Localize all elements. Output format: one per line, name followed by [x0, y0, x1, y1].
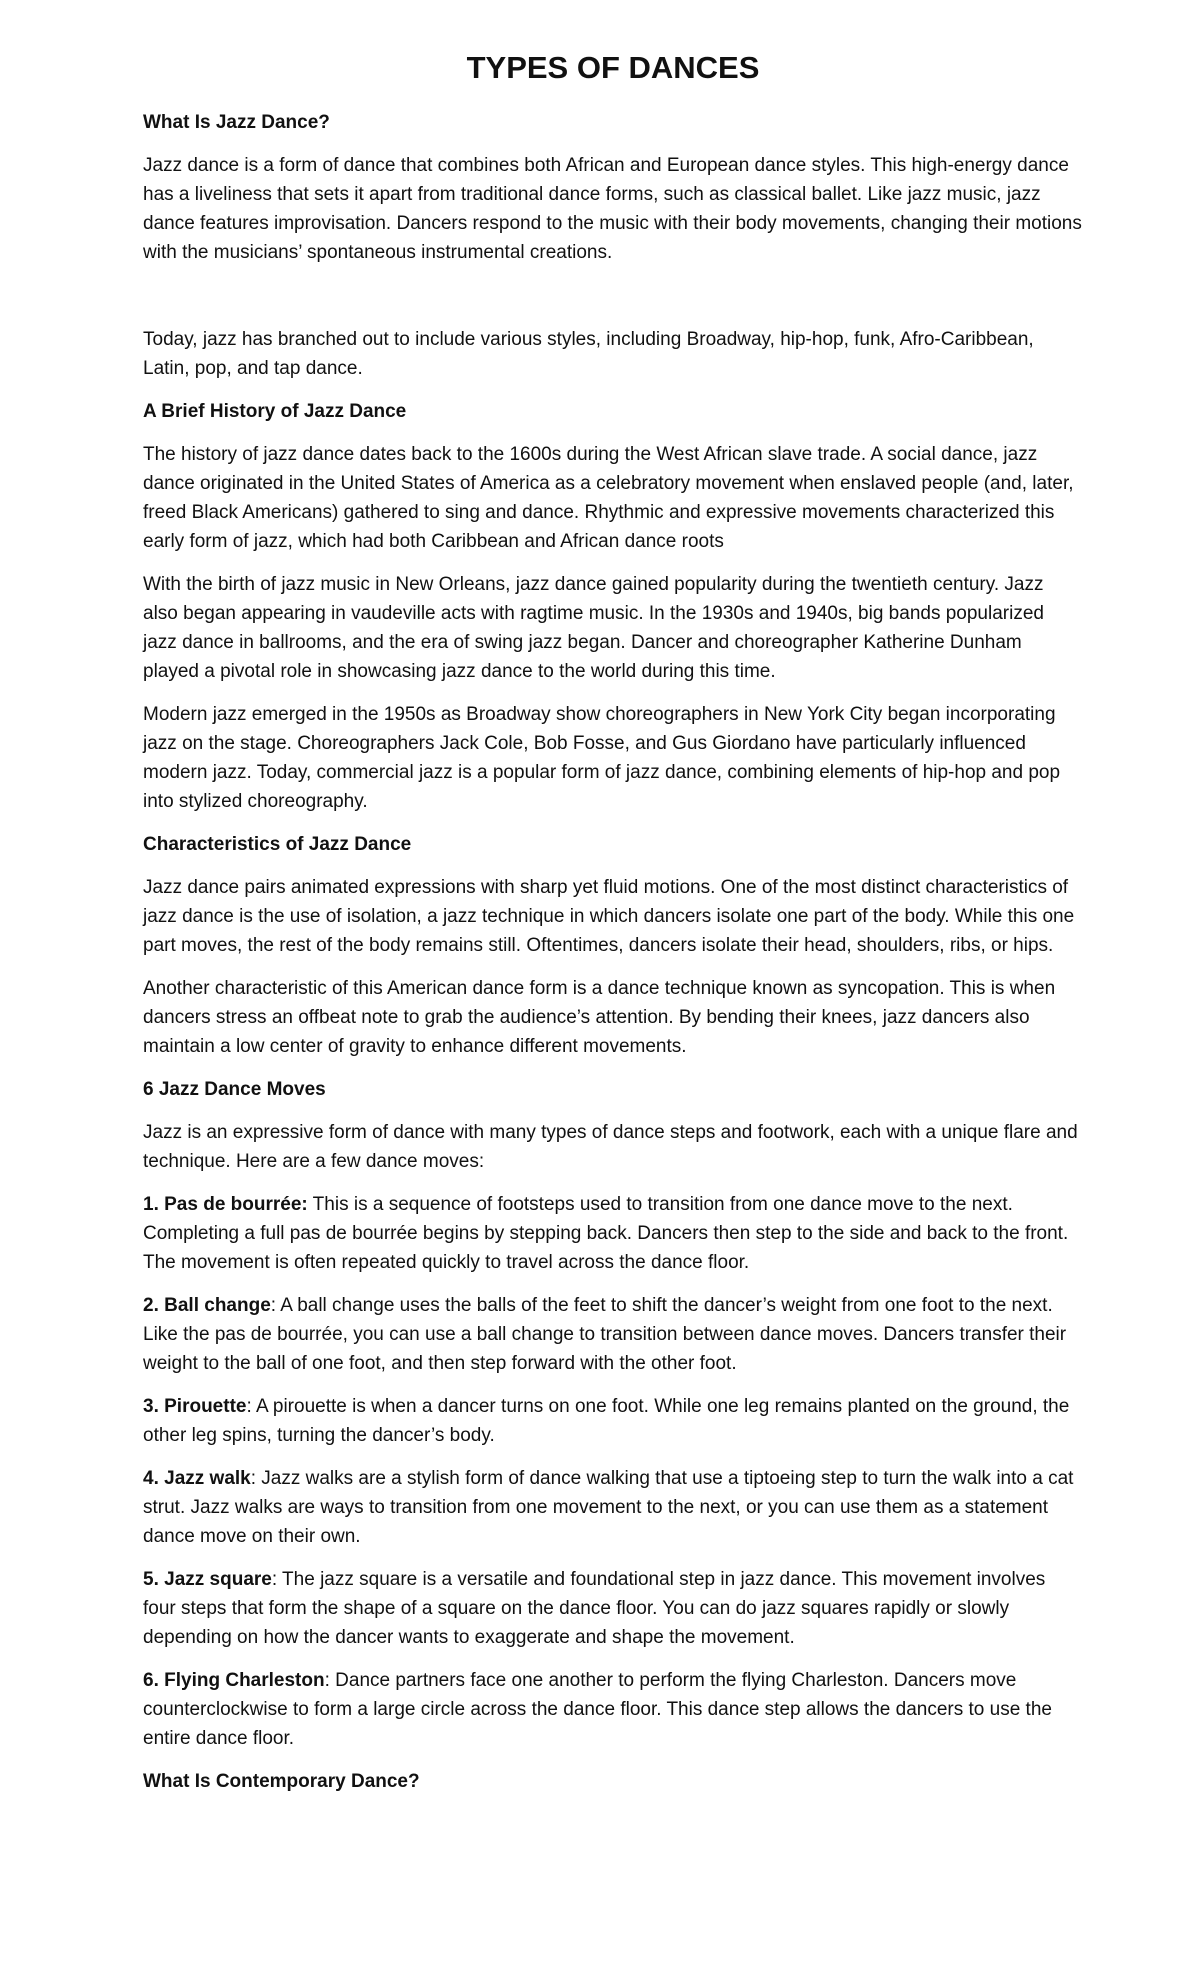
section-heading-moves: 6 Jazz Dance Moves [143, 1079, 326, 1100]
section-heading-jazz-intro: What Is Jazz Dance? [143, 112, 330, 133]
paragraph: Jazz is an expressive form of dance with many types of dance steps and footwork, each with a unique flare and technique. Here are a few dance moves: [143, 1122, 1078, 1172]
paragraph: Jazz dance pairs animated expressions with sharp yet fluid motions. One of the most distinct characteristics of jazz dance is the use of isolation, a jazz technique in which dancers isolate one part of the body. While this one part moves, the rest of the body remains still. Oftentimes, dancers isolate their head, shoulders, ribs, or hips. [143, 877, 1075, 956]
move-description: : Dance partners face one another to perform the flying Charleston. Dancers move counterclockwise to form a large circle across the dance floor. This dance step allows the dancers to use the entire dance floor. [143, 1670, 1052, 1749]
document-title: TYPES OF DANCES [466, 50, 760, 85]
move-term: 3. Pirouette [143, 1396, 247, 1417]
move-term: 2. Ball change [143, 1295, 271, 1316]
move-description: This is a sequence of footsteps used to transition from one dance move to the next. Completing a full pas de bourrée begins by stepping back. Dancers then step to the side and back to the front. The movement is often repeated quickly to travel across the dance floor. [143, 1194, 1069, 1273]
paragraph: Another characteristic of this American dance form is a dance technique known as syncopation. This is when dancers stress an offbeat note to grab the audience’s attention. By bending their knees, jazz dancers also maintain a low center of gravity to enhance different movements. [143, 978, 1056, 1057]
move-item-jazz-walk [143, 1464, 1083, 1551]
section-heading-history: A Brief History of Jazz Dance [143, 401, 407, 422]
paragraph: Modern jazz emerged in the 1950s as Broadway show choreographers in New York City began incorporating jazz on the stage. Choreographers Jack Cole, Bob Fosse, and Gus Giordano have particularly influenced modern jazz. Today, commercial jazz is a popular form of jazz dance, combining elements of hip-hop and pop into stylized choreography. [143, 704, 1061, 812]
move-term: 5. Jazz square [143, 1569, 272, 1590]
move-description: : A pirouette is when a dancer turns on one foot. While one leg remains planted on the ground, the other leg spins, turning the dancer’s body. [143, 1396, 1070, 1446]
move-description: : Jazz walks are a stylish form of dance walking that use a tiptoeing step to turn the walk into a cat strut. Jazz walks are ways to transition from one movement to the next, or you can use them as a statement dance move on their own. [143, 1468, 1074, 1547]
move-item-ball-change [143, 1291, 1083, 1378]
move-item-pas-de-bourree [143, 1190, 1083, 1277]
move-item-pirouette [143, 1392, 1083, 1450]
paragraph: Jazz dance is a form of dance that combines both African and European dance styles. This high-energy dance has a liveliness that sets it apart from traditional dance forms, such as classical ballet. Like jazz music, jazz dance features improvisation. Dancers respond to the music with their body movements, changing their motions with the musicians’ spontaneous instrumental creations. [143, 155, 1082, 263]
move-term: 6. Flying Charleston [143, 1670, 325, 1691]
move-term: 1. Pas de bourrée: [143, 1194, 308, 1215]
document-page [143, 40, 1083, 1810]
paragraph: The history of jazz dance dates back to the 1600s during the West African slave trade. A social dance, jazz dance originated in the United States of America as a celebratory movement when enslaved people (and, later, freed Black Americans) gathered to sing and dance. Rhythmic and expressive movements characterized this early form of jazz, which had both Caribbean and African dance roots [143, 444, 1074, 552]
move-item-jazz-square [143, 1565, 1083, 1652]
paragraph: Today, jazz has branched out to include various styles, including Broadway, hip-hop, funk, Afro-Caribbean, Latin, pop, and tap dance. [143, 329, 1034, 379]
move-item-flying-charleston [143, 1666, 1083, 1753]
move-description: : The jazz square is a versatile and foundational step in jazz dance. This movement involves four steps that form the shape of a square on the dance floor. You can do jazz squares rapidly or slowly depending on how the dancer wants to exaggerate and shape the movement. [143, 1569, 1046, 1648]
move-term: 4. Jazz walk [143, 1468, 251, 1489]
paragraph: With the birth of jazz music in New Orleans, jazz dance gained popularity during the twentieth century. Jazz also began appearing in vaudeville acts with ragtime music. In the 1930s and 1940s, big bands popularized jazz dance in ballrooms, and the era of swing jazz began. Dancer and choreographer Katherine Dunham played a pivotal role in showcasing jazz dance to the world during this time. [143, 574, 1044, 682]
section-heading-characteristics: Characteristics of Jazz Dance [143, 834, 412, 855]
section-heading-contemporary: What Is Contemporary Dance? [143, 1771, 420, 1792]
move-description: : A ball change uses the balls of the feet to shift the dancer’s weight from one foot to the next. Like the pas de bourrée, you can use a ball change to transition between dance moves. Dancers transfer their weight to the ball of one foot, and then step forward with the other foot. [143, 1295, 1067, 1374]
